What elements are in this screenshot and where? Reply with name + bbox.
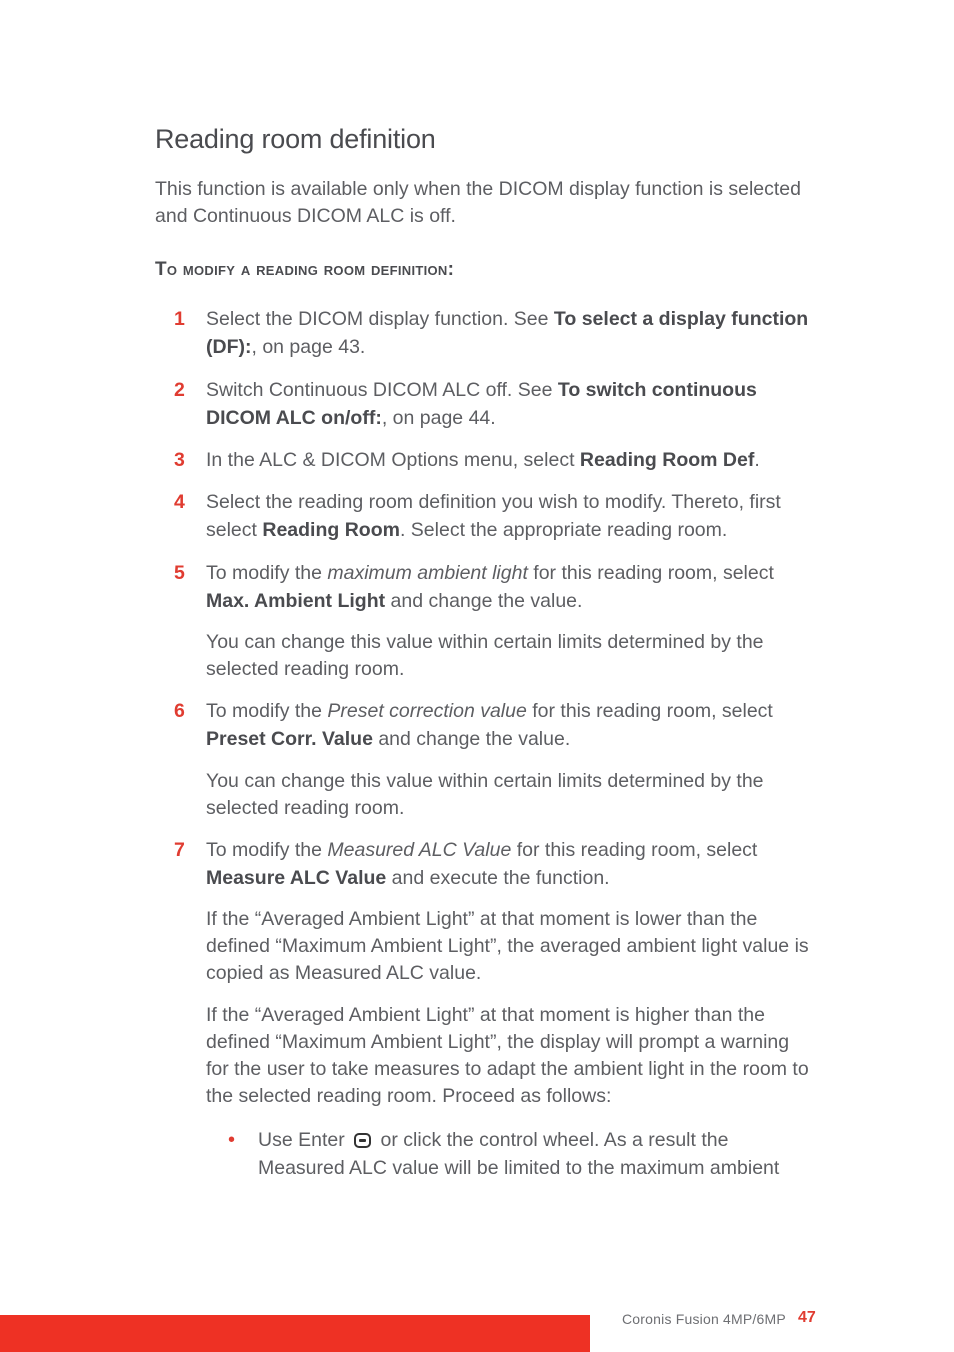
step-number: 2 bbox=[174, 379, 185, 401]
menu-item-reference: Preset Corr. Value bbox=[206, 728, 373, 750]
step-text: . bbox=[754, 449, 760, 471]
step-emphasis: Measured ALC Value bbox=[327, 839, 512, 861]
menu-item-reference: Reading Room bbox=[262, 519, 400, 541]
step-text: Select the reading room definition you wish to modify. Thereto, first select bbox=[206, 491, 781, 541]
step-text: for this reading room, select bbox=[527, 562, 774, 584]
step-number: 1 bbox=[174, 308, 185, 330]
bullet-text: Use Enter bbox=[258, 1129, 351, 1151]
bullet-text: or click the control wheel. As a result the Measured ALC value will be limited to the maximum ambient bbox=[258, 1129, 780, 1179]
step-number: 6 bbox=[174, 700, 185, 722]
step-5 bbox=[206, 559, 816, 615]
step-text: To modify the bbox=[206, 562, 328, 584]
cross-reference-link[interactable]: To select a display function (DF): bbox=[206, 308, 809, 358]
step-text: for this reading room, select bbox=[511, 839, 758, 861]
step-6-note: You can change this value within certain limits determined by the selected reading room. bbox=[206, 770, 764, 819]
step-6 bbox=[206, 697, 816, 753]
step-7-note-lower: If the “Averaged Ambient Light” at that moment is lower than the defined “Maximum Ambient Light”, the averaged ambient light value is copied as Measured ALC value. bbox=[206, 908, 809, 984]
step-3 bbox=[206, 446, 816, 474]
step-number: 7 bbox=[174, 839, 185, 861]
step-7-note-higher: If the “Averaged Ambient Light” at that moment is higher than the defined “Maximum Ambient Light”, the display will prompt a warning for the user to take measures to adapt the ambient light in the room to the selected reading room. Proceed as follows: bbox=[206, 1004, 809, 1107]
menu-item-reference: Max. Ambient Light bbox=[206, 590, 386, 612]
page-number: 47 bbox=[798, 1309, 816, 1326]
footer-accent-bar bbox=[0, 1315, 590, 1352]
step-7 bbox=[206, 836, 816, 892]
step-5-note: You can change this value within certain limits determined by the selected reading room. bbox=[206, 631, 764, 680]
step-text: for this reading room, select bbox=[526, 700, 773, 722]
enter-key-icon bbox=[354, 1133, 371, 1148]
step-emphasis: maximum ambient light bbox=[327, 562, 528, 584]
step-text: Select the DICOM display function. See bbox=[206, 308, 554, 330]
step-text: Switch Continuous DICOM ALC off. See bbox=[206, 379, 558, 401]
step-text: and change the value. bbox=[385, 590, 583, 612]
step-number: 5 bbox=[174, 562, 185, 584]
menu-item-reference: Measure ALC Value bbox=[206, 867, 387, 889]
step-text: and change the value. bbox=[372, 728, 571, 750]
step-number: 3 bbox=[174, 449, 185, 471]
section-title: Reading room definition bbox=[155, 124, 436, 154]
step-emphasis: Preset correction value bbox=[327, 700, 527, 722]
step-text: , on page 43. bbox=[251, 336, 366, 358]
bullet-marker: • bbox=[228, 1129, 236, 1151]
step-2 bbox=[206, 376, 816, 432]
step-text: In the ALC & DICOM Options menu, select bbox=[206, 449, 580, 471]
step-text: and execute the function. bbox=[386, 867, 610, 889]
step-text: To modify the bbox=[206, 839, 328, 861]
bullet-item bbox=[258, 1126, 818, 1182]
intro-paragraph: This function is available only when the DICOM display function is selected and Continuous DICOM ALC is off. bbox=[155, 178, 801, 227]
procedure-heading: To modify a reading room definition: bbox=[155, 259, 455, 280]
step-text: . Select the appropriate reading room. bbox=[399, 519, 728, 541]
step-number: 4 bbox=[174, 491, 185, 513]
step-text: , on page 44. bbox=[381, 407, 496, 429]
menu-item-reference: Reading Room Def bbox=[579, 449, 755, 471]
footer-product-name: Coronis Fusion 4MP/6MP bbox=[622, 1311, 786, 1327]
step-1 bbox=[206, 305, 816, 361]
step-text: To modify the bbox=[206, 700, 328, 722]
step-4 bbox=[206, 488, 816, 544]
cross-reference-link[interactable]: To switch continuous DICOM ALC on/off: bbox=[206, 379, 757, 429]
